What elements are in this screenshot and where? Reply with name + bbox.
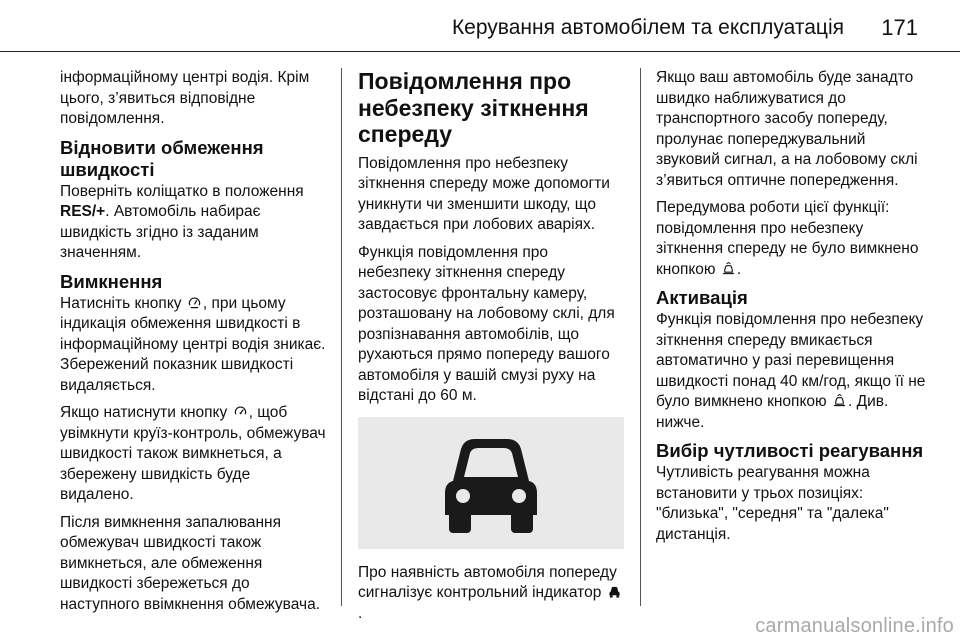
precondition-text: Передумова роботи цієї функції: повідомлення про небезпеку зіткнення спереду не було вимкнено кнопкою bbox=[656, 199, 919, 278]
page-number: 171 bbox=[881, 15, 918, 40]
page-header bbox=[0, 0, 960, 52]
speed-limiter-icon bbox=[188, 296, 201, 309]
heading-activation: Активація bbox=[656, 287, 748, 308]
watermark: carmanualsonline.info bbox=[755, 615, 954, 637]
heading-deactivation: Вимкнення bbox=[60, 270, 163, 292]
cruise-text: Якщо натиснути кнопку bbox=[60, 404, 232, 421]
warning-paragraph: Якщо ваш автомобіль буде занадто швидко наближуватися до транспортного засобу попереду, пролунає попереджувальний звуковий сигнал, а на лобовому склі з’явиться оптичне попередження. bbox=[656, 69, 918, 189]
restore-text-end: . Автомобіль набирає швидкість згідно із заданим значенням. bbox=[60, 203, 261, 261]
collision-alert-button-icon bbox=[833, 394, 846, 407]
activation-paragraph bbox=[656, 310, 926, 433]
indicator-text: Про наявність автомобіля попереду сигналізує контрольний індикатор bbox=[358, 563, 617, 601]
sensitivity-paragraph: Чутливість реагування можна встановити у трьох позиціях: "близька", "середня" та "далека" дистанція. bbox=[656, 464, 889, 543]
column-divider bbox=[341, 68, 342, 606]
indicator-paragraph bbox=[358, 563, 624, 625]
deactivation-text: Натисніть кнопку bbox=[60, 294, 186, 312]
collision-alert-button-icon bbox=[722, 262, 735, 275]
section-title: Повідомлення про небезпеку зіткнення спереду bbox=[358, 68, 589, 147]
restore-paragraph bbox=[60, 182, 328, 264]
heading-sensitivity: Вибір чутливості реагування bbox=[656, 440, 924, 461]
header-title: Керування автомобілем та експлуатація bbox=[451, 16, 844, 39]
column-divider bbox=[640, 68, 641, 606]
vehicle-ahead-indicator-icon bbox=[608, 585, 621, 598]
precondition-text-end: . bbox=[736, 260, 742, 278]
activation-text-end: . Див. нижче. bbox=[656, 393, 889, 431]
activation-text: Функція повідомлення про небезпеку зіткнення спереду вмикається автоматично у разі перевищення швидкості понад 40 км/год, якщо її не було вимкнено кнопкою bbox=[656, 311, 926, 410]
indicator-illustration bbox=[358, 417, 624, 549]
header-rule bbox=[0, 51, 960, 52]
heading-restore-speed-limit: Відновити обмеження швидкості bbox=[60, 136, 264, 180]
precondition-paragraph bbox=[656, 198, 926, 280]
deactivation-text-end: , при цьому індикація обмеження швидкості в інформаційному центрі водія зникає. Збережений показник швидкості видаляється. bbox=[60, 294, 326, 394]
intro-paragraph: Повідомлення про небезпеку зіткнення спереду може допомогти уникнути чи зменшити шкоду, що завдається при лобових аваріях. bbox=[358, 154, 610, 233]
camera-paragraph: Функція повідомлення про небезпеку зіткнення спереду застосовує фронтальну камеру, розташовану на лобовому склі, для розпізнавання автомобілів, що рухаються прямо попереду вашого автомобіля у вашій смузі руху на відстані до 60 м. bbox=[358, 243, 615, 404]
cruise-control-icon bbox=[234, 405, 247, 418]
restore-text: Поверніть коліщатко в положення bbox=[60, 182, 304, 200]
column-left bbox=[60, 68, 328, 622]
column-right bbox=[656, 68, 926, 552]
cruise-paragraph bbox=[60, 403, 328, 506]
intro-paragraph: інформаційному центрі водія. Крім цього, з’явиться відповідне повідомлення. bbox=[60, 69, 310, 127]
indicator-text-end: . bbox=[358, 604, 363, 622]
ignition-paragraph: Після вимкнення запалювання обмежувач швидкості також вимкнеться, але обмеження швидкості збережеться до наступного ввімкнення обмежувача. bbox=[60, 513, 321, 613]
res-label: RES/+ bbox=[60, 203, 106, 220]
cruise-text-end: , щоб увімкнути круїз-контроль, обмежувач швидкості також вимкнеться, а збережену швидкість буде видалено. bbox=[60, 404, 326, 503]
car-front-icon bbox=[431, 423, 551, 543]
deactivation-paragraph bbox=[60, 294, 328, 397]
column-middle bbox=[358, 68, 624, 631]
